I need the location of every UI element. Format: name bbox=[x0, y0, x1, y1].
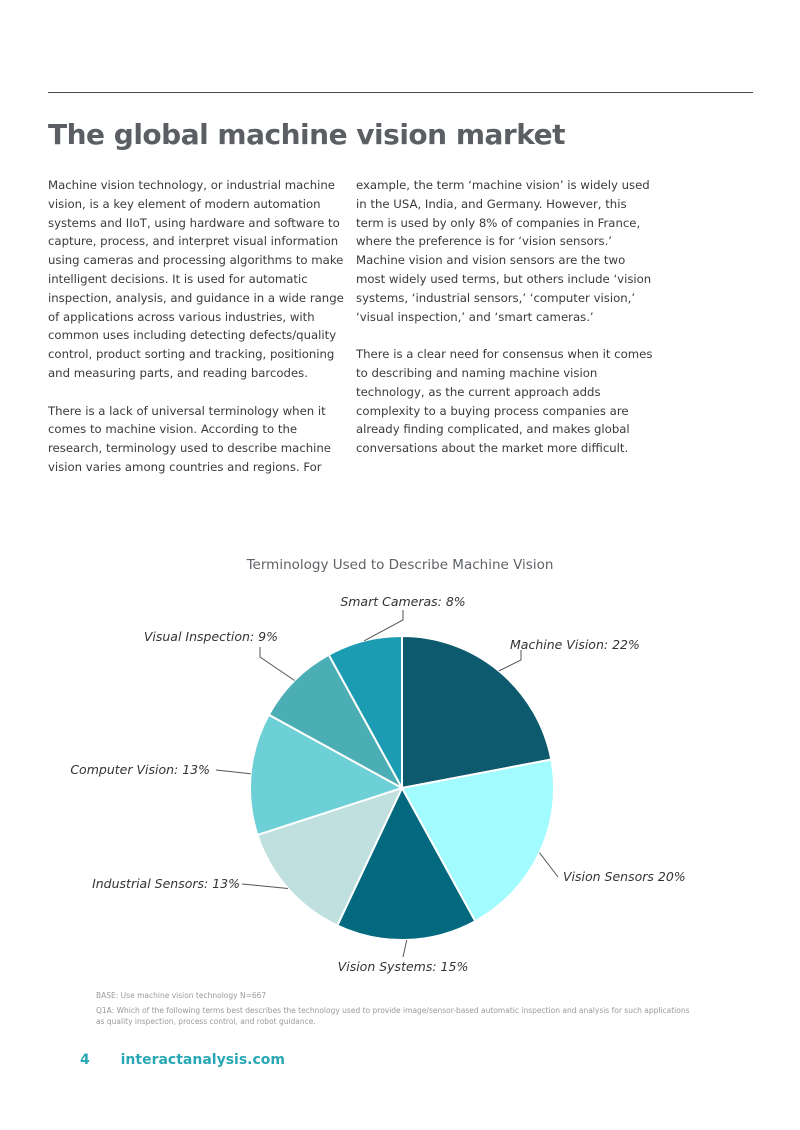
slice-label: Vision Sensors 20% bbox=[563, 869, 686, 884]
question-note: Q1A: Which of the following terms best describes the technology used to provide image/sensor-based automatic inspection and analysis for such applications as quality inspection, process control, and robot guidance. bbox=[96, 1006, 690, 1026]
leader-line bbox=[540, 853, 558, 877]
left-paragraph-1: Machine vision technology, or industrial machine vision, is a key element of modern automation systems and IIoT, using hardware and software to capture, process, and interpret visual information using cameras and processing algorithms to make intelligent decisions. It is used for automatic inspection, analysis, and guidance in a wide range of applications across various industries, with common uses including detecting defects/quality control, product sorting and tracking, positioning and measuring parts, and reading barcodes. bbox=[48, 178, 344, 380]
page-title: The global machine vision market bbox=[48, 118, 565, 151]
leader-line bbox=[499, 650, 521, 671]
page-number: 4 bbox=[80, 1052, 90, 1068]
top-rule bbox=[48, 92, 753, 93]
leader-line bbox=[242, 884, 288, 889]
right-paragraph-1: example, the term ‘machine vision’ is widely used in the USA, India, and Germany. However, this term is used by only 8% of companies in France, where the preference is for ‘vision sensors.’ Machine vision and vision sensors are the two most widely used terms, but others include ‘vision systems, ‘industrial sensors,’ ‘computer vision,’ ‘visual inspection,’ and ‘smart cameras.’ bbox=[356, 178, 652, 324]
slice-label: Smart Cameras: 8% bbox=[340, 594, 466, 609]
pie-chart-svg bbox=[0, 545, 800, 985]
base-note: BASE: Use machine vision technology N=667 bbox=[96, 991, 267, 1000]
footer bbox=[80, 1052, 285, 1068]
slice-label: Machine Vision: 22% bbox=[510, 637, 640, 652]
slice-label: Visual Inspection: 9% bbox=[143, 629, 278, 644]
slice-label: Computer Vision: 13% bbox=[70, 762, 210, 777]
leader-line bbox=[216, 770, 251, 774]
right-column bbox=[356, 176, 656, 477]
footer-site-link[interactable]: interactanalysis.com bbox=[120, 1052, 285, 1068]
source-notes bbox=[96, 990, 696, 1031]
left-paragraph-2: There is a lack of universal terminology when it comes to machine vision. According to the research, terminology used to describe machine vision varies among countries and regions. For bbox=[48, 403, 331, 474]
pie-chart bbox=[0, 545, 800, 985]
left-column bbox=[48, 176, 344, 496]
leader-line bbox=[403, 940, 407, 957]
leader-line bbox=[260, 647, 295, 681]
chart-title: Terminology Used to Describe Machine Vision bbox=[246, 557, 554, 573]
right-paragraph-2: There is a clear need for consensus when it comes to describing and naming machine vision technology, as the current approach adds complexity to a buying process companies are already finding complicated, and makes global conversations about the market more difficult. bbox=[356, 347, 653, 456]
slice-label: Industrial Sensors: 13% bbox=[92, 876, 240, 891]
slice-label: Vision Systems: 15% bbox=[337, 959, 469, 974]
